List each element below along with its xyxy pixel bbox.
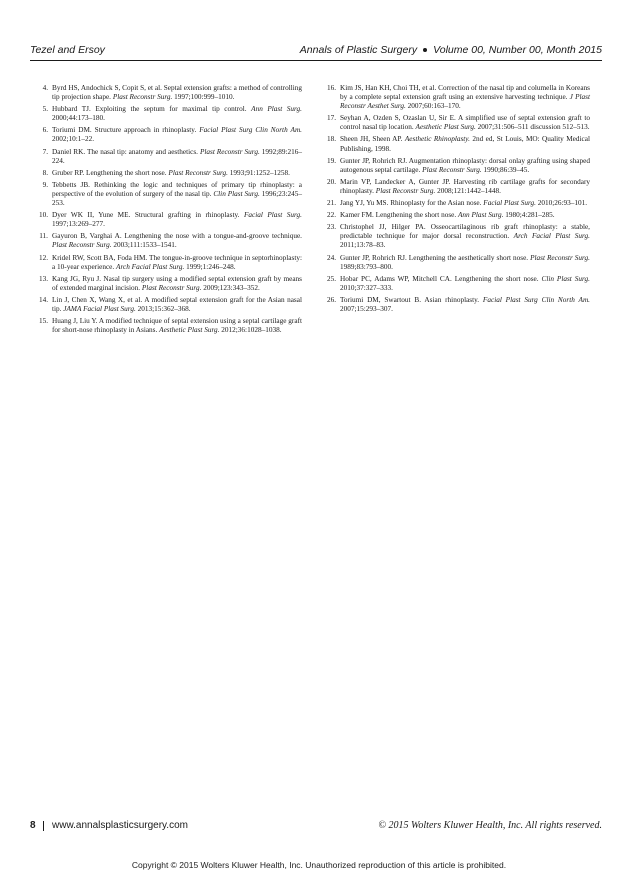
reference-text: Gayuron B, Varghai A. Lengthening the nose with a tongue-and-groove technique. [52,232,302,241]
reference-text: Marin VP, Landecker A, Gunter JP. Harvesting rib cartilage grafts for secondary rhinoplasty. [340,177,590,195]
reference-number: 10. [38,211,48,220]
reference-journal: Plast Reconstr Surg. [199,147,260,156]
reference-number: 25. [326,274,336,283]
reference-number: 14. [38,295,48,304]
header-journal: Annals of Plastic Surgery [299,44,418,56]
reference-item [30,317,302,335]
reference-citation: 1980;4:281–285. [503,211,555,220]
reference-journal: Aesthetic Plast Surg. [415,123,476,132]
reference-text: Lin J, Chen X, Wang X, et al. A modified septal extension graft for the Asian nasal tip. [52,295,302,313]
reference-text: Toriumi DM, Swartout B. Asian rhinoplasty. [340,295,483,304]
reference-item [30,105,302,123]
references-left-column [30,84,302,338]
reference-number: 8. [42,168,48,177]
reference-text: Seyhan A, Ozden S, Ozaslan U, Sir E. A simplified use of septal extension graft to control nasal tip location. [340,114,590,132]
reference-text: Hobar PC, Adams WP, Mitchell CA. Lengthening the short nose. [340,274,542,283]
bullet-icon [423,48,427,52]
reference-citation: 2007;60:163–170. [405,102,461,111]
reference-item [30,211,302,229]
reference-citation: 1997;100:999–1010. [172,93,235,102]
reference-citation: 1989;83:793–800. [340,262,393,271]
reference-number: 20. [326,177,336,186]
reference-citation: 1993;91:1252–1258. [227,168,290,177]
header-authors: Tezel and Ersoy [30,44,105,56]
reference-journal: Plast Reconstr Surg. [530,253,590,262]
reference-text: Tebbetts JB. Rethinking the logic and techniques of primary tip rhinoplasty: a perspective of the evolution of surgery of the nasal tip. [52,180,302,198]
reference-text: Jang YJ, Yu MS. Rhinoplasty for the Asian nose. [340,199,484,208]
reference-number: 13. [38,274,48,283]
reference-journal: Plast Reconstr Surg. [168,168,228,177]
references-right-column [318,84,590,317]
footer-url-link[interactable]: www.annalsplasticsurgery.com [52,820,188,831]
reference-journal: Facial Plast Surg. [483,199,536,208]
reference-journal: Arch Facial Plast Surg. [513,232,590,241]
reference-citation: 2002;10:1–22. [52,135,95,144]
reference-item [30,232,302,250]
reference-item [30,169,302,178]
header-rule [30,60,602,61]
reference-journal: JAMA Facial Plast Surg. [63,304,136,313]
reference-number: 24. [326,253,336,262]
footer-copyright: © 2015 Wolters Kluwer Health, Inc. All rights reserved. [378,820,602,831]
reference-item [318,84,590,111]
reference-citation: 1997;13:269–277. [52,220,105,229]
reference-journal: Ann Plast Surg. [458,211,504,220]
reference-text: Kridel RW, Scott BA, Foda HM. The tongue-in-groove technique in septorhinoplasty: a 10-year experience. [52,253,302,271]
reference-journal: Facial Plast Surg Clin North Am. [482,295,590,304]
reference-number: 23. [326,223,336,232]
page-number: 8 [30,820,36,831]
reference-journal: Plast Reconstr Surg. [375,186,436,195]
reference-item [318,296,590,314]
reference-citation: 2010;26:93–101. [535,199,588,208]
reference-number: 9. [42,180,48,189]
reference-item [318,135,590,153]
reference-item [30,84,302,102]
reference-journal: Plast Reconstr Surg. [52,241,112,250]
running-header [30,44,602,60]
reference-text: Hubbard TJ. Exploiting the septum for maximal tip control. [52,105,252,114]
reference-number: 7. [42,147,48,156]
reference-item [30,181,302,208]
reference-journal: Clin Plast Surg. [541,274,590,283]
reference-journal: Plast Reconstr Surg. [141,283,202,292]
reference-text: Dyer WK II, Yune ME. Structural grafting in rhinoplasty. [52,211,244,220]
reference-citation: 2007;31:506–511 discussion 512–513. [475,123,590,132]
reference-citation: 2nd ed, St Louis, MO: Quality Medical Publishing, 1998. [340,135,590,153]
reference-number: 18. [326,135,336,144]
reference-citation: 2000;44:173–180. [52,114,105,123]
reference-citation: 2008;121:1442–1448. [435,186,501,195]
reference-item [318,211,590,220]
reference-text: Kim JS, Han KH, Choi TH, et al. Correction of the nasal tip and columella in Koreans by a complete septal extension graft using an extensive harvesting technique. [340,84,590,102]
reference-citation: 2011;13:78–83. [340,241,386,250]
reference-text: Kamer FM. Lengthening the short nose. [340,211,458,220]
reference-text: Kang JG, Ryu J. Nasal tip surgery using a modified septal extension graft by means of extended marginal incision. [52,274,302,292]
reference-journal: Plast Reconstr Surg. [112,93,173,102]
reference-item [318,254,590,272]
reference-citation: 2012;36:1028–1038. [219,326,282,335]
page-footer [30,820,602,834]
reference-number: 6. [42,126,48,135]
reference-item [318,199,590,208]
reference-number: 22. [326,211,336,220]
reference-citation: 2007;15:293–307. [340,304,393,313]
reference-text: Sheen JH, Sheen AP. [340,135,405,144]
reference-text: Toriumi DM. Structure approach in rhinoplasty. [52,126,200,135]
footer-divider [43,821,44,831]
reference-citation: 2010;37:327–333. [340,283,393,292]
reference-number: 26. [326,295,336,304]
copyright-notice: Copyright © 2015 Wolters Kluwer Health, Inc. Unauthorized reproduction of this article is prohibited. [131,860,507,870]
reference-journal: Plast Reconstr Surg. [422,165,482,174]
reference-item [30,275,302,293]
reference-item [318,114,590,132]
reference-number: 16. [326,84,336,92]
reference-text: Huang J, Liu Y. A modified technique of septal extension using a septal cartilage graft for short-nose rhinoplasty in Asians. [52,317,302,335]
reference-text: Gunter JP, Rohrich RJ. Lengthening the aesthetically short nose. [340,253,531,262]
reference-number: 21. [326,199,336,208]
reference-journal: Clin Plast Surg. [213,189,260,198]
reference-text: Gunter JP, Rohrich RJ. Augmentation rhinoplasty: dorsal onlay grafting using shaped autogenous septal cartilage. [340,156,590,174]
reference-citation: 1999;1:246–248. [184,262,236,271]
reference-citation: 1992;89:216–224. [52,147,303,165]
reference-journal: Aesthetic Rhinoplasty. [404,135,470,144]
reference-citation: 2009;123:343–352. [201,283,260,292]
header-journal-info [300,44,602,56]
reference-citation: 2003;111:1533–1541. [111,241,177,250]
reference-item [30,296,302,314]
reference-number: 4. [42,84,48,92]
reference-number: 11. [39,232,48,241]
reference-journal: Ann Plast Surg. [251,105,302,114]
reference-journal: Arch Facial Plast Surg. [116,262,185,271]
reference-number: 19. [326,156,336,165]
reference-text: Daniel RK. The nasal tip: anatomy and aesthetics. [52,147,200,156]
reference-item [30,148,302,166]
reference-number: 15. [38,317,48,326]
reference-journal: Facial Plast Surg Clin North Am. [199,126,302,135]
reference-citation: 1996;23:245–253. [52,189,302,208]
reference-number: 17. [326,114,336,123]
reference-text: Christophel JJ, Hilger PA. Osseocartilaginous rib graft rhinoplasty: a stable, predictable technique for major dorsal reconstruction. [340,223,590,241]
reference-text: Gruber RP. Lengthening the short nose. [52,168,169,177]
reference-item [318,275,590,293]
reference-journal: Aesthetic Plast Surg. [159,326,220,335]
reference-item [30,254,302,272]
reference-item [318,178,590,196]
reference-text: Byrd HS, Andochick S, Copit S, et al. Septal extension grafts: a method of controlling tip projection shape. [52,84,302,102]
reference-number: 5. [42,105,48,114]
reference-citation: 1990;86:39–45. [481,165,530,174]
reference-number: 12. [38,253,48,262]
reference-item [30,126,302,144]
reference-journal: Facial Plast Surg. [243,211,302,220]
header-issue: Volume 00, Number 00, Month 2015 [433,44,602,56]
reference-journal: J Plast Reconstr Aesthet Surg. [340,93,590,111]
reference-citation: 2013;15:362–368. [135,304,191,313]
reference-item [318,223,590,250]
reference-item [318,157,590,175]
